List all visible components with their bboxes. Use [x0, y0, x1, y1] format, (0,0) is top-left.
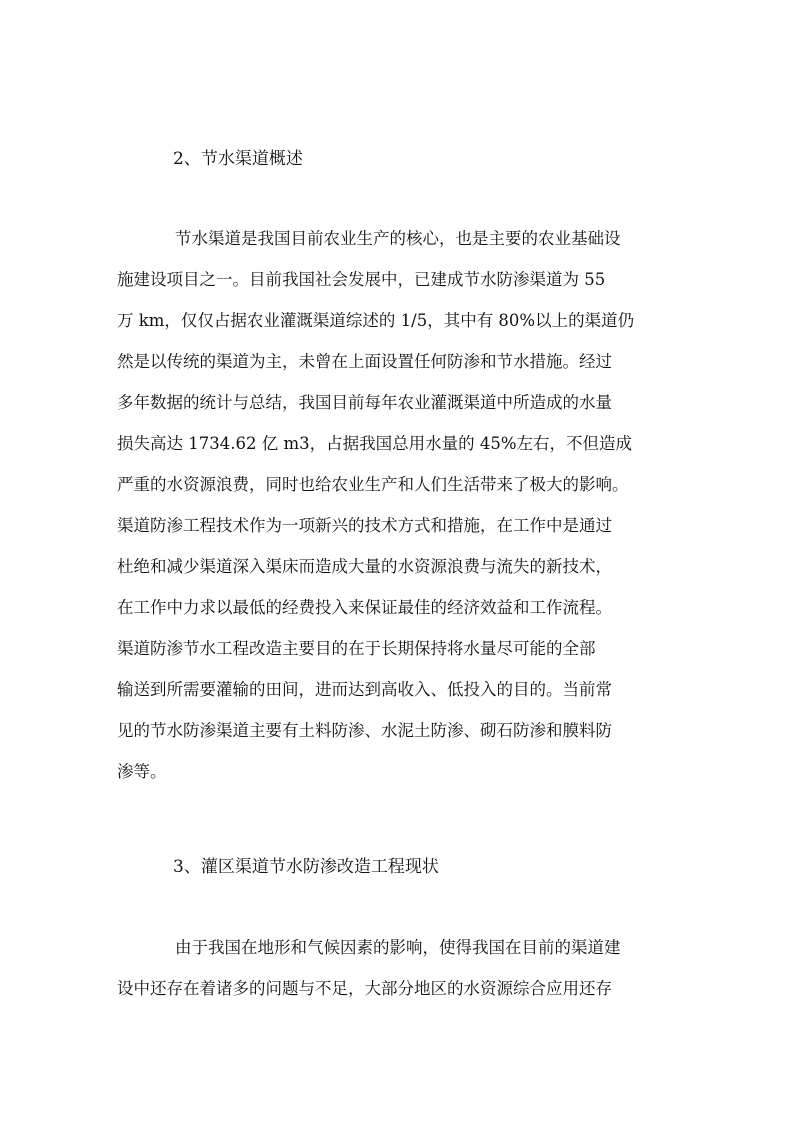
paragraph-line: 杜绝和减少渠道深入渠床而造成大量的水资源浪费与流失的新技术， [117, 557, 612, 576]
paragraph-line: 设中还存在着诸多的问题与不足，大部分地区的水资源综合应用还存 [117, 979, 612, 998]
paragraph-line: 节水渠道是我国目前农业生产的核心，也是主要的农业基础设 [175, 229, 621, 248]
paragraph-line: 输送到所需要灌输的田间，进而达到高收入、低投入的目的。当前常 [117, 680, 612, 699]
paragraph-line: 渗等。 [117, 762, 167, 781]
paragraph-line: 多年数据的统计与总结，我国目前每年农业灌溉渠道中所造成的水量 [117, 393, 612, 412]
paragraph-line: 然是以传统的渠道为主，未曾在上面设置任何防渗和节水措施。经过 [117, 352, 612, 371]
paragraph-line: 渠道防渗工程技术作为一项新兴的技术方式和措施，在工作中是通过 [117, 516, 612, 535]
paragraph-line: 损失高达 1734.62 亿 m3，占据我国总用水量的 45%左右，不但造成 [117, 434, 633, 453]
paragraph-line: 施建设项目之一。目前我国社会发展中，已建成节水防渗渠道为 55 [117, 270, 606, 289]
paragraph-line: 万 km，仅仅占据农业灌溉渠道综述的 1/5，其中有 80%以上的渠道仍 [117, 311, 635, 330]
paragraph-line: 渠道防渗节水工程改造主要目的在于长期保持将水量尽可能的全部 [117, 639, 596, 658]
paragraph-line: 在工作中力求以最低的经费投入来保证最佳的经济效益和工作流程。 [117, 598, 612, 617]
paragraph-line: 见的节水防渗渠道主要有土料防渗、水泥土防渗、砌石防渗和膜料防 [117, 721, 612, 740]
section-2-heading: 2、节水渠道概述 [173, 149, 303, 169]
paragraph-line: 由于我国在地形和气候因素的影响，使得我国在目前的渠道建 [175, 938, 621, 957]
section-3-heading: 3、灌区渠道节水防渗改造工程现状 [173, 857, 439, 877]
paragraph-line: 严重的水资源浪费，同时也给农业生产和人们生活带来了极大的影响。 [117, 475, 629, 494]
